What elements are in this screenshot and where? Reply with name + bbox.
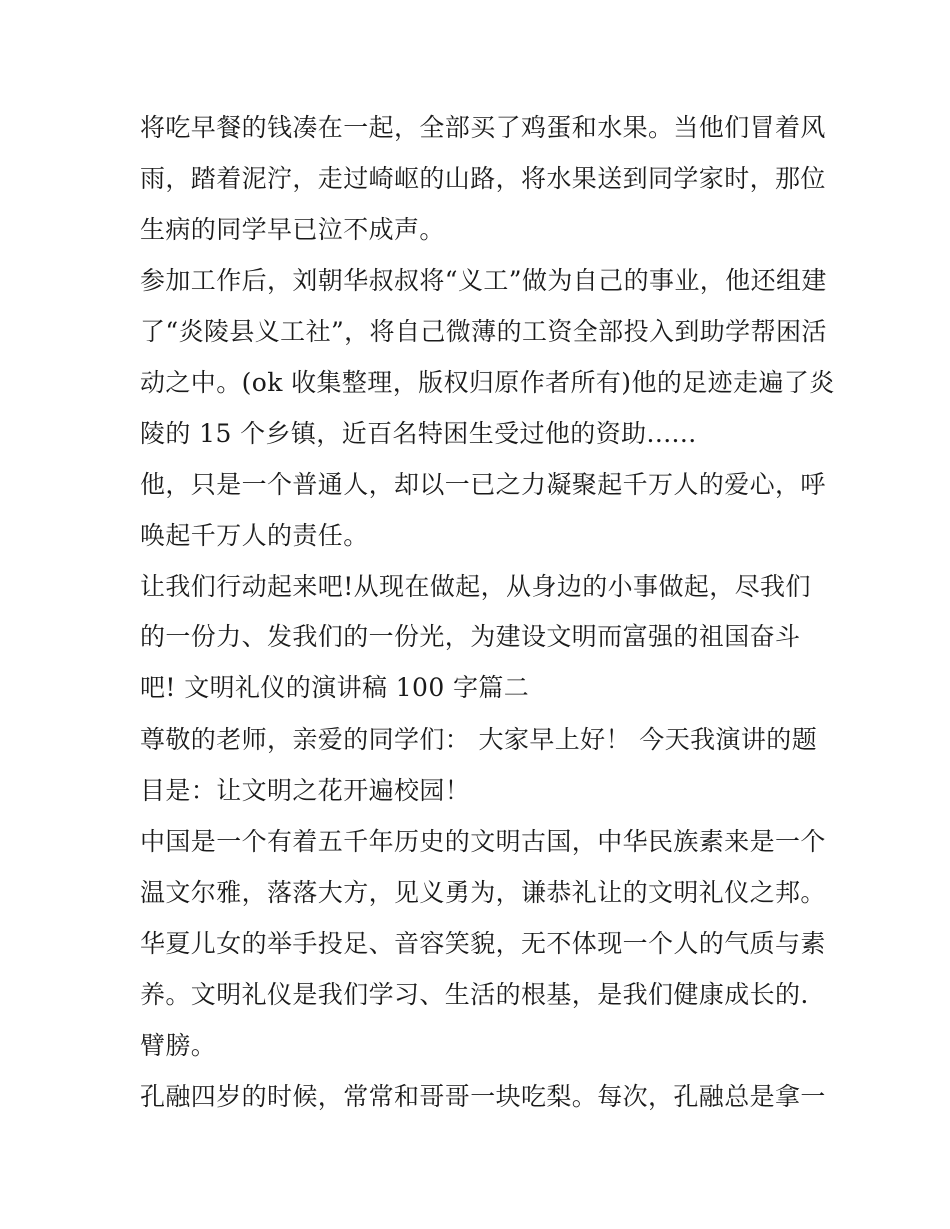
text-line: 动之中。(ok 收集整理，版权归原作者所有)他的足迹走遍了炎	[140, 368, 835, 397]
text-line: 了“炎陵县义工社”，将自己微薄的工资全部投入到助学帮困活	[140, 317, 827, 346]
text-line: 华夏儿女的举手投足、音容笑貌，无不体现一个人的气质与素	[140, 929, 826, 958]
text-line: 尊敬的老师，亲爱的同学们： 大家早上好！ 今天我演讲的题	[140, 725, 818, 754]
text-line: 目是：让文明之花开遍校园！	[140, 776, 471, 805]
text-line: 雨，踏着泥泞，走过崎岖的山路，将水果送到同学家时，那位	[140, 164, 826, 193]
text-line: 的一份力、发我们的一份光，为建设文明而富强的祖国奋斗	[140, 622, 801, 651]
text-line: 孔融四岁的时候，常常和哥哥一块吃梨。每次，孔融总是拿一	[140, 1082, 826, 1111]
text-line: 吧! 文明礼仪的演讲稿 100 字篇二	[140, 673, 530, 702]
text-line: 养。文明礼仪是我们学习、生活的根基，是我们健康成长的.	[140, 980, 809, 1009]
text-line: 将吃早餐的钱凑在一起，全部买了鸡蛋和水果。当他们冒着风	[140, 113, 826, 142]
text-line: 中国是一个有着五千年历史的文明古国，中华民族素来是一个	[140, 827, 826, 856]
text-line: 唤起千万人的责任。	[140, 521, 369, 550]
text-line: 臂膀。	[140, 1031, 217, 1060]
text-line: 温文尔雅，落落大方，见义勇为，谦恭礼让的文明礼仪之邦。	[140, 878, 826, 907]
text-line: 他，只是一个普通人，却以一已之力凝聚起千万人的爱心，呼	[140, 470, 826, 499]
text-line: 陵的 15 个乡镇，近百名特困生受过他的资助......	[140, 419, 697, 448]
text-line: 生病的同学早已泣不成声。	[140, 215, 445, 244]
text-line: 让我们行动起来吧!从现在做起，从身边的小事做起，尽我们	[140, 572, 811, 601]
text-line: 参加工作后，刘朝华叔叔将“义工”做为自己的事业，他还组建	[140, 266, 827, 295]
